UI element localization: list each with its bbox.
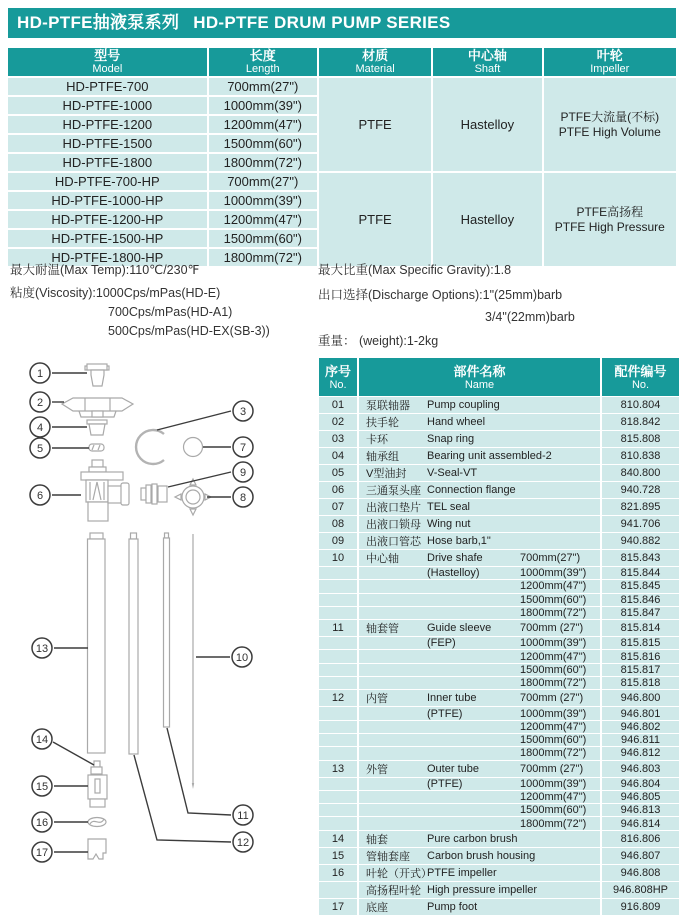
parts-row xyxy=(319,747,679,759)
part-no-cell xyxy=(319,594,357,606)
exploded-parts-diagram xyxy=(0,355,316,871)
shaft-cell: Hastelloy xyxy=(433,78,541,171)
part-name-cell xyxy=(359,620,600,636)
callout-17 xyxy=(32,842,88,862)
length-cell: 1200mm(47") xyxy=(209,116,317,133)
part-name-cell xyxy=(359,831,600,847)
material-cell: PTFE xyxy=(319,173,431,266)
pump-coupling-drawing xyxy=(85,364,109,386)
part-code-cell: 815.808 xyxy=(602,431,679,447)
parts-row xyxy=(319,734,679,746)
part-code-cell: 946.814 xyxy=(602,817,679,829)
part-name-en: Connection flange xyxy=(427,484,516,496)
part-name-zh: 轴套 xyxy=(366,833,388,846)
part-no-cell: 07 xyxy=(319,499,357,515)
parts-row xyxy=(319,899,679,915)
part-size: 1000mm(39") xyxy=(520,637,587,650)
part-name-cell xyxy=(359,865,600,881)
svg-text:7: 7 xyxy=(239,441,247,454)
parts-row xyxy=(319,397,679,413)
part-size: 700mm(27") xyxy=(520,552,581,564)
part-size: 700mm (27") xyxy=(520,622,584,635)
part-name-zh: 三通泵头座 xyxy=(366,485,421,497)
part-name-zh: 中心轴 xyxy=(366,553,399,565)
part-name-cell xyxy=(359,499,600,515)
impeller-cell: PTFE大流量(不标) PTFE High Volume xyxy=(544,78,676,171)
svg-text:1: 1 xyxy=(36,367,44,380)
length-cell: 1800mm(72") xyxy=(209,249,317,266)
part-no-cell: 01 xyxy=(319,397,357,413)
page-title xyxy=(8,8,676,38)
part-name-cell xyxy=(359,817,600,829)
note-line: 出口选择(Discharge Options):1"(25mm)barb xyxy=(318,288,563,302)
parts-row xyxy=(319,664,679,676)
part-no-cell: 14 xyxy=(319,831,357,847)
part-no-cell: 15 xyxy=(319,848,357,864)
model-cell: HD-PTFE-700-HP xyxy=(8,173,207,190)
parts-row xyxy=(319,721,679,733)
callout-9 xyxy=(168,462,253,487)
part-code-cell: 916.809 xyxy=(602,899,679,915)
callout-2 xyxy=(30,392,64,412)
part-name-zh: 出液口锁母 xyxy=(366,519,421,531)
part-name-en: Inner tube xyxy=(427,692,477,705)
part-code-cell: 815.814 xyxy=(602,620,679,636)
part-name-en: Drive shafe xyxy=(427,552,483,564)
part-name-cell xyxy=(359,637,600,649)
parts-row xyxy=(319,620,679,636)
svg-text:2: 2 xyxy=(36,396,44,409)
part-name-en: Carbon brush housing xyxy=(427,849,536,862)
part-code-cell: 946.804 xyxy=(602,778,679,790)
spec-row xyxy=(8,173,676,190)
part-code-cell: 815.818 xyxy=(602,677,679,689)
part-code-cell: 815.816 xyxy=(602,650,679,662)
part-code-cell: 946.800 xyxy=(602,690,679,706)
model-cell: HD-PTFE-1200 xyxy=(8,116,207,133)
part-code-cell: 946.801 xyxy=(602,707,679,719)
part-name-zh: V型油封 xyxy=(366,468,407,480)
part-name-zh: 扶手轮 xyxy=(366,417,399,429)
part-size: 1000mm(39") xyxy=(520,777,587,790)
part-name-cell xyxy=(359,761,600,777)
spec-row xyxy=(8,78,676,95)
part-name-cell xyxy=(359,516,600,532)
part-name-cell xyxy=(359,707,600,719)
material-cell: PTFE xyxy=(319,78,431,171)
parts-row xyxy=(319,594,679,606)
callout-10 xyxy=(196,647,252,667)
part-name-cell xyxy=(359,448,600,464)
v-seal-drawing xyxy=(89,444,104,451)
parts-row xyxy=(319,865,679,881)
parts-row xyxy=(319,848,679,864)
part-no-cell xyxy=(319,607,357,619)
part-no-cell: 02 xyxy=(319,414,357,430)
connection-flange-drawing xyxy=(81,460,129,521)
part-name-cell xyxy=(359,791,600,803)
length-cell: 1500mm(60") xyxy=(209,230,317,247)
part-name-en: PTFE impeller xyxy=(427,866,497,879)
part-no-cell: 16 xyxy=(319,865,357,881)
part-size: 1200mm(47") xyxy=(520,791,587,803)
impeller-drawing xyxy=(88,818,106,827)
part-code-cell: 946.803 xyxy=(602,761,679,777)
part-no-cell: 17 xyxy=(319,899,357,915)
page-title-zh: HD-PTFE抽液泵系列 xyxy=(17,13,180,32)
part-size: 1000mm(39") xyxy=(520,707,587,720)
part-name-zh: 高扬程叶轮 xyxy=(366,884,421,897)
part-name-cell xyxy=(359,550,600,566)
spec-header-cell: 长度 Length xyxy=(209,48,317,76)
note-line: 最大耐温(Max Temp):110℃/230℉ xyxy=(10,263,200,277)
part-name-cell xyxy=(359,734,600,746)
spec-table xyxy=(6,46,678,268)
part-name-en: (PTFE) xyxy=(427,777,463,790)
part-no-cell xyxy=(319,721,357,733)
part-code-cell: 810.804 xyxy=(602,397,679,413)
spec-header-cell: 中心轴 Shaft xyxy=(433,48,541,76)
callout-1 xyxy=(30,363,87,383)
part-name-cell xyxy=(359,778,600,790)
part-no-cell xyxy=(319,882,357,898)
part-name-en: Pump coupling xyxy=(427,399,500,411)
part-name-cell xyxy=(359,580,600,592)
part-size: 1200mm(47") xyxy=(520,650,587,663)
pump-foot-drawing xyxy=(88,839,106,859)
parts-row xyxy=(319,707,679,719)
part-name-cell xyxy=(359,650,600,662)
part-code-cell: 816.806 xyxy=(602,831,679,847)
parts-header-row xyxy=(319,358,679,396)
part-code-cell: 815.846 xyxy=(602,594,679,606)
part-code-cell: 840.800 xyxy=(602,465,679,481)
part-code-cell: 946.805 xyxy=(602,791,679,803)
part-name-en: (PTFE) xyxy=(427,707,463,720)
svg-text:11: 11 xyxy=(237,809,249,822)
parts-row xyxy=(319,637,679,649)
parts-row xyxy=(319,791,679,803)
parts-row xyxy=(319,650,679,662)
part-size: 1800mm(72") xyxy=(520,677,587,690)
part-name-cell xyxy=(359,431,600,447)
parts-row xyxy=(319,580,679,592)
part-no-cell: 04 xyxy=(319,448,357,464)
part-size: 1800mm(72") xyxy=(520,817,587,830)
impeller-cell: PTFE高扬程 PTFE High Pressure xyxy=(544,173,676,266)
parts-header-code: 配件编号 No. xyxy=(602,358,679,396)
part-size: 1500mm(60") xyxy=(520,734,587,747)
part-code-cell: 815.845 xyxy=(602,580,679,592)
part-code-cell: 946.812 xyxy=(602,747,679,759)
part-code-cell: 815.844 xyxy=(602,567,679,579)
length-cell: 700mm(27") xyxy=(209,78,317,95)
parts-row xyxy=(319,482,679,498)
bearing-unit-drawing xyxy=(87,420,107,435)
part-no-cell: 10 xyxy=(319,550,357,566)
part-no-cell: 08 xyxy=(319,516,357,532)
spec-header-cell: 叶轮 Impeller xyxy=(544,48,676,76)
part-no-cell xyxy=(319,650,357,662)
part-name-en: High pressure impeller xyxy=(427,883,538,896)
part-name-en: Pure carbon brush xyxy=(427,832,518,845)
parts-row xyxy=(319,431,679,447)
part-code-cell: 946.808 xyxy=(602,865,679,881)
part-code-cell: 815.815 xyxy=(602,637,679,649)
part-name-zh: 出液口垫片 xyxy=(366,502,421,514)
guide-sleeve-drawing xyxy=(164,533,170,727)
part-no-cell xyxy=(319,747,357,759)
notes-left xyxy=(10,260,315,342)
part-code-cell: 940.882 xyxy=(602,533,679,549)
part-name-cell xyxy=(359,747,600,759)
model-cell: HD-PTFE-700 xyxy=(8,78,207,95)
part-name-zh: 轴承组 xyxy=(366,451,399,463)
length-cell: 1000mm(39") xyxy=(209,97,317,114)
hose-barb-drawing xyxy=(141,484,167,504)
length-cell: 1500mm(60") xyxy=(209,135,317,152)
inner-tube-drawing xyxy=(129,533,138,754)
part-no-cell xyxy=(319,664,357,676)
parts-row xyxy=(319,677,679,689)
part-name-cell xyxy=(359,465,600,481)
part-no-cell xyxy=(319,677,357,689)
parts-row xyxy=(319,817,679,829)
part-no-cell xyxy=(319,567,357,579)
parts-row xyxy=(319,499,679,515)
drive-shaft-drawing xyxy=(192,534,194,789)
part-code-cell: 810.838 xyxy=(602,448,679,464)
svg-text:17: 17 xyxy=(35,846,49,859)
part-name-en: (Hastelloy) xyxy=(427,567,480,580)
hand-wheel-drawing xyxy=(62,398,133,417)
model-cell: HD-PTFE-1500 xyxy=(8,135,207,152)
snap-ring-drawing xyxy=(136,430,164,464)
part-no-cell xyxy=(319,791,357,803)
part-size: 1500mm(60") xyxy=(520,663,587,676)
part-name-en: Wing nut xyxy=(427,518,471,530)
part-code-cell: 818.842 xyxy=(602,414,679,430)
part-name-cell xyxy=(359,804,600,816)
brush-housing-drawing xyxy=(88,775,107,807)
part-name-en: Hand wheel xyxy=(427,416,486,428)
part-name-cell xyxy=(359,677,600,689)
callout-14 xyxy=(32,729,94,765)
svg-text:8: 8 xyxy=(239,491,247,504)
callout-3 xyxy=(157,401,253,430)
part-code-cell: 821.895 xyxy=(602,499,679,515)
part-name-en: Hose barb,1" xyxy=(427,535,491,547)
callout-5 xyxy=(30,438,89,458)
outer-tube-drawing xyxy=(88,533,106,753)
parts-row xyxy=(319,778,679,790)
parts-row xyxy=(319,448,679,464)
part-name-cell xyxy=(359,397,600,413)
part-name-en: Snap ring xyxy=(427,433,475,445)
svg-text:12: 12 xyxy=(236,836,250,849)
parts-row xyxy=(319,882,679,898)
part-code-cell: 946.811 xyxy=(602,734,679,746)
part-code-cell: 815.817 xyxy=(602,664,679,676)
model-cell: HD-PTFE-1800-HP xyxy=(8,249,207,266)
part-size: 1500mm(60") xyxy=(520,804,587,817)
part-name-cell xyxy=(359,690,600,706)
part-name-cell xyxy=(359,607,600,619)
part-name-en: TEL seal xyxy=(427,501,471,513)
note-line: 最大比重(Max Specific Gravity):1.8 xyxy=(318,263,512,277)
part-name-en: Guide sleeve xyxy=(427,622,492,635)
part-name-zh: 底座 xyxy=(366,901,388,914)
callout-16 xyxy=(32,812,88,832)
part-name-zh: 卡环 xyxy=(366,434,388,446)
part-name-cell xyxy=(359,482,600,498)
part-size: 1000mm(39") xyxy=(520,567,587,580)
shaft-cell: Hastelloy xyxy=(433,173,541,266)
spec-header-cell: 材质 Material xyxy=(319,48,431,76)
seal-ring-drawing xyxy=(184,438,203,457)
parts-row xyxy=(319,690,679,706)
part-name-en: Bearing unit assembled-2 xyxy=(427,450,552,462)
model-cell: HD-PTFE-1200-HP xyxy=(8,211,207,228)
callout-4 xyxy=(30,417,87,437)
part-no-cell xyxy=(319,778,357,790)
parts-row xyxy=(319,533,679,549)
part-name-zh: 出液口管芯 xyxy=(366,536,421,548)
part-name-cell xyxy=(359,721,600,733)
spec-header-row xyxy=(8,48,676,76)
svg-text:4: 4 xyxy=(36,421,44,434)
parts-row xyxy=(319,567,679,579)
length-cell: 700mm(27") xyxy=(209,173,317,190)
callout-13 xyxy=(32,638,88,658)
svg-text:13: 13 xyxy=(35,642,49,655)
model-cell: HD-PTFE-1800 xyxy=(8,154,207,171)
parts-header-no: 序号 No. xyxy=(319,358,357,396)
notes-right xyxy=(318,260,680,356)
part-name-cell xyxy=(359,594,600,606)
part-size: 1200mm(47") xyxy=(520,580,587,593)
part-no-cell: 05 xyxy=(319,465,357,481)
part-code-cell: 941.706 xyxy=(602,516,679,532)
parts-row xyxy=(319,607,679,619)
parts-header-name: 部件名称 Name xyxy=(359,358,600,396)
parts-row xyxy=(319,516,679,532)
model-cell: HD-PTFE-1500-HP xyxy=(8,230,207,247)
part-no-cell: 11 xyxy=(319,620,357,636)
part-no-cell: 09 xyxy=(319,533,357,549)
part-name-cell xyxy=(359,414,600,430)
part-name-cell xyxy=(359,899,600,915)
part-name-en: Outer tube xyxy=(427,762,479,775)
svg-text:16: 16 xyxy=(35,816,49,829)
parts-row xyxy=(319,804,679,816)
part-code-cell: 946.813 xyxy=(602,804,679,816)
page-title-en: HD-PTFE DRUM PUMP SERIES xyxy=(193,13,451,32)
part-name-zh: 轴套管 xyxy=(366,623,399,636)
parts-row xyxy=(319,761,679,777)
part-no-cell xyxy=(319,817,357,829)
part-size: 700mm (27") xyxy=(520,692,584,705)
part-no-cell: 06 xyxy=(319,482,357,498)
part-size: 700mm (27") xyxy=(520,762,584,775)
part-name-cell xyxy=(359,882,600,898)
note-line: 3/4"(22mm)barb xyxy=(485,310,575,324)
part-no-cell: 12 xyxy=(319,690,357,706)
svg-text:6: 6 xyxy=(36,489,44,502)
note-line: 粘度(Viscosity):1000Cps/mPas(HD-E) xyxy=(10,285,221,300)
part-name-zh: 外管 xyxy=(366,763,388,776)
part-no-cell xyxy=(319,707,357,719)
note-line: 500Cps/mPas(HD-EX(SB-3)) xyxy=(108,323,270,338)
part-name-cell xyxy=(359,848,600,864)
part-name-cell xyxy=(359,533,600,549)
svg-text:14: 14 xyxy=(35,733,49,746)
svg-text:9: 9 xyxy=(239,466,247,479)
part-no-cell xyxy=(319,580,357,592)
part-name-cell xyxy=(359,664,600,676)
part-code-cell: 815.843 xyxy=(602,550,679,566)
part-name-zh: 叶轮（开式） xyxy=(366,867,432,880)
carbon-brush-drawing xyxy=(91,761,102,774)
part-name-en: (FEP) xyxy=(427,637,456,650)
note-line: 700Cps/mPas(HD-A1) xyxy=(108,305,233,319)
svg-text:10: 10 xyxy=(235,651,249,664)
svg-text:5: 5 xyxy=(36,442,44,455)
part-no-cell: 03 xyxy=(319,431,357,447)
callout-8 xyxy=(207,487,253,507)
part-name-zh: 管轴套座 xyxy=(366,850,410,863)
length-cell: 1200mm(47") xyxy=(209,211,317,228)
part-no-cell: 13 xyxy=(319,761,357,777)
length-cell: 1800mm(72") xyxy=(209,154,317,171)
part-code-cell: 940.728 xyxy=(602,482,679,498)
spec-header-cell: 型号 Model xyxy=(8,48,207,76)
note-line: 重量： (weight):1-2kg xyxy=(318,334,439,348)
part-no-cell xyxy=(319,637,357,649)
part-name-zh: 内管 xyxy=(366,693,388,706)
model-cell: HD-PTFE-1000-HP xyxy=(8,192,207,209)
length-cell: 1000mm(39") xyxy=(209,192,317,209)
part-name-zh: 泵联轴器 xyxy=(366,400,410,412)
part-size: 1200mm(47") xyxy=(520,720,587,733)
parts-row xyxy=(319,465,679,481)
svg-text:3: 3 xyxy=(239,405,247,418)
part-code-cell: 946.807 xyxy=(602,848,679,864)
callout-6 xyxy=(30,485,81,505)
part-name-en: Pump foot xyxy=(427,900,478,913)
part-no-cell xyxy=(319,804,357,816)
part-code-cell: 815.847 xyxy=(602,607,679,619)
part-code-cell: 946.808HP xyxy=(602,882,679,898)
callout-15 xyxy=(32,776,88,796)
callout-7 xyxy=(203,437,253,457)
parts-row xyxy=(319,414,679,430)
parts-table xyxy=(317,357,681,916)
parts-row xyxy=(319,550,679,566)
svg-text:15: 15 xyxy=(35,780,49,793)
part-size: 1800mm(72") xyxy=(520,607,587,620)
parts-row xyxy=(319,831,679,847)
part-size: 1800mm(72") xyxy=(520,747,587,760)
callout-11 xyxy=(167,728,253,825)
part-size: 1500mm(60") xyxy=(520,593,587,606)
part-no-cell xyxy=(319,734,357,746)
part-code-cell: 946.802 xyxy=(602,721,679,733)
model-cell: HD-PTFE-1000 xyxy=(8,97,207,114)
part-name-en: V-Seal-VT xyxy=(427,467,478,479)
part-name-cell xyxy=(359,567,600,579)
